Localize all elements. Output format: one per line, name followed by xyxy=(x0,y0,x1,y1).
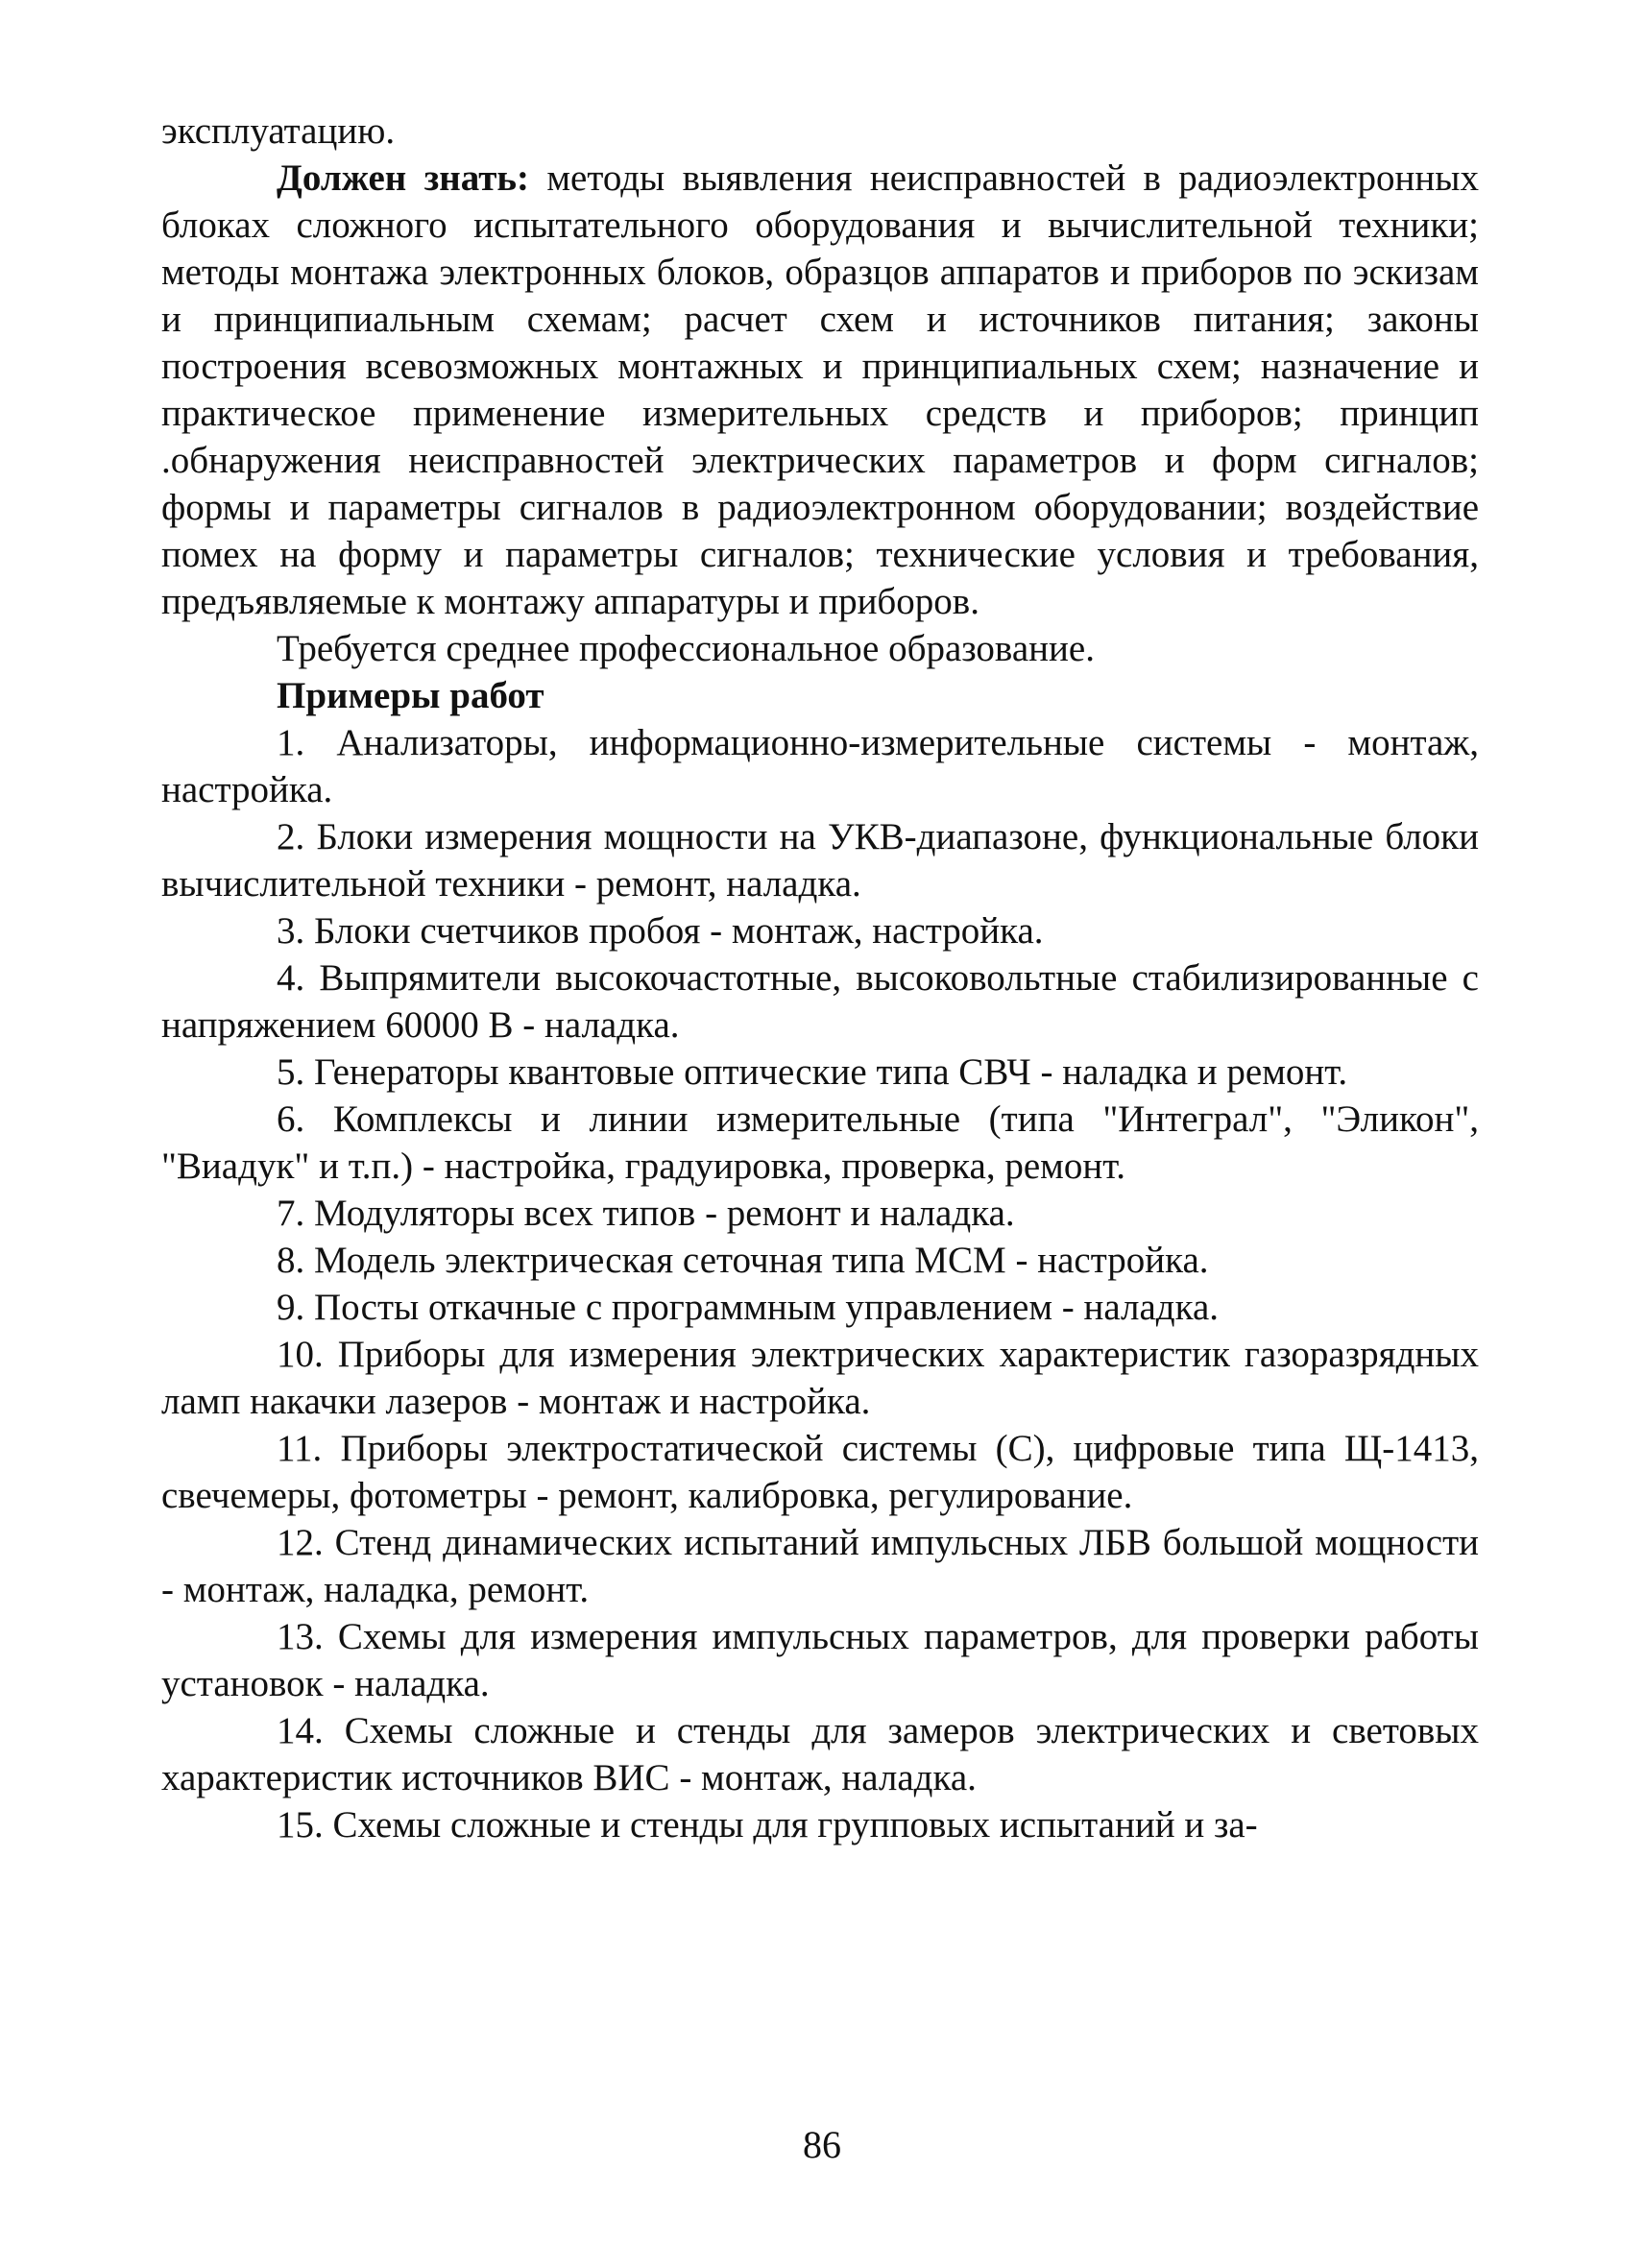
list-item: 5. Генераторы квантовые оптические типа СВЧ - наладка и ремонт. xyxy=(277,1051,1348,1093)
education-requirement: Требуется среднее профессиональное образование. xyxy=(277,628,1095,669)
list-item: 12. Стенд динамических испытаний импульсных ЛБВ большой мощности - монтаж, наладка, ремонт. xyxy=(161,1522,1479,1610)
list-item: 6. Комплексы и линии измерительные (типа "Интеграл", "Эликон", "Виадук" и т.п.) - настройка, градуировка, проверка, ремонт. xyxy=(161,1098,1479,1187)
list-item: 11. Приборы электростатической системы (С), цифровые типа Щ-1413, свечемеры, фотометры - ремонт, калибровка, регулирование. xyxy=(161,1428,1479,1516)
page-body xyxy=(161,108,1479,1848)
list-item: 13. Схемы для измерения импульсных параметров, для проверки работы установок - наладка. xyxy=(161,1616,1479,1704)
page-number: 86 xyxy=(803,2123,841,2166)
list-item: 14. Схемы сложные и стенды для замеров электрических и световых характеристик источников ВИС - монтаж, наладка. xyxy=(161,1710,1479,1798)
list-item: 8. Модель электрическая сеточная типа МСМ - настройка. xyxy=(277,1240,1209,1281)
list-item: 3. Блоки счетчиков пробоя - монтаж, настройка. xyxy=(277,910,1044,952)
list-item: 15. Схемы сложные и стенды для групповых испытаний и за- xyxy=(277,1804,1258,1846)
list-item: 9. Посты откачные с программным управлением - наладка. xyxy=(277,1287,1220,1328)
examples-heading: Примеры работ xyxy=(277,675,544,716)
list-item: 7. Модуляторы всех типов - ремонт и наладка. xyxy=(277,1193,1015,1234)
knowledge-label: Должен знать: xyxy=(277,157,529,199)
list-item: 4. Выпрямители высокочастотные, высоковольтные стабилизированные с напряжением 60000 В - наладка. xyxy=(161,957,1479,1046)
list-item: 10. Приборы для измерения электрических характеристик газоразрядных ламп накачки лазеров - монтаж и настройка. xyxy=(161,1334,1479,1422)
opening-line: эксплуатацию. xyxy=(161,110,396,152)
list-item: 1. Анализаторы, информационно-измерительные системы - монтаж, настройка. xyxy=(161,722,1479,810)
knowledge-text: методы выявления неисправностей в радиоэлектронных блоках сложного испытательного оборудования и вычислительной техники; методы монтажа электронных блоков, образцов аппаратов и приборов по эскизам и принципиальным схемам; расчет схем и источников питания; законы построения всевозможных монтажных и принципиальных схем; назначение и практическое применение измерительных средств и приборов; принцип .обнаружения неисправностей электрических параметров и форм сигналов; формы и параметры сигналов в радиоэлектронном оборудовании; воздействие помех на форму и параметры сигналов; технические условия и требования, предъявляемые к монтажу аппаратуры и приборов. xyxy=(161,157,1479,622)
knowledge-paragraph xyxy=(161,155,1479,625)
list-item: 2. Блоки измерения мощности на УКВ-диапазоне, функциональные блоки вычислительной техники - ремонт, наладка. xyxy=(161,816,1479,905)
